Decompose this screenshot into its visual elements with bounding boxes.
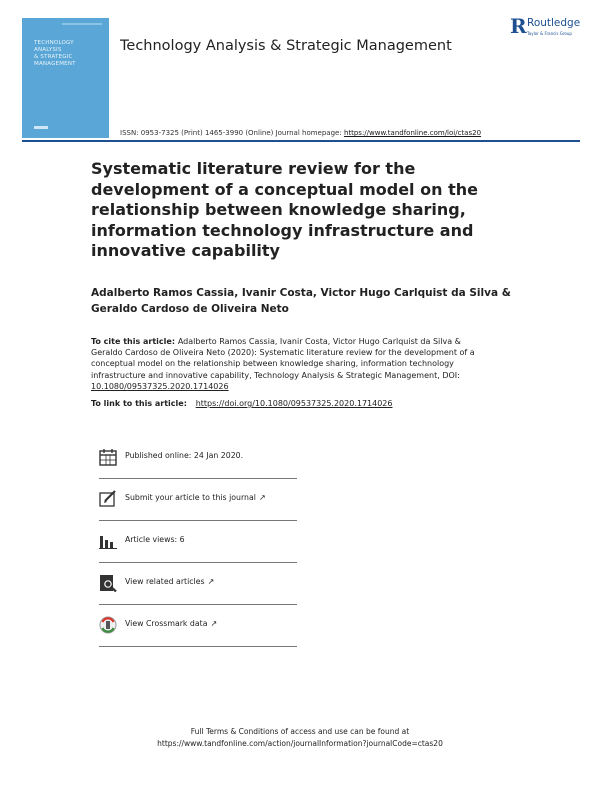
external-link-icon: ↗ [207, 577, 215, 586]
search-document-icon [99, 574, 117, 592]
article-link-line [91, 399, 393, 408]
footer-terms-link[interactable]: https://www.tandfonline.com/action/journalInformation?journalCode=ctas20 [157, 738, 443, 748]
article-views-row [99, 530, 297, 563]
cover-title [34, 40, 104, 68]
external-link-icon: ↗ [258, 493, 266, 502]
cover-title-line: TECHNOLOGY [34, 40, 74, 46]
cover-publisher-mark [34, 126, 48, 129]
header-divider [22, 140, 580, 142]
crossmark-link[interactable] [125, 619, 217, 628]
journal-cover[interactable] [22, 18, 109, 138]
bar-chart-icon [99, 532, 117, 550]
article-doi-url[interactable]: https://doi.org/10.1080/09537325.2020.1714026 [195, 399, 393, 408]
crossmark-text: View Crossmark data [125, 619, 208, 628]
published-online-row [99, 446, 297, 479]
footer [0, 726, 600, 749]
issn-text: ISSN: 0953-7325 (Print) 1465-3990 (Online) Journal homepage: [120, 129, 344, 137]
submit-article-text: Submit your article to this journal [125, 493, 256, 502]
routledge-logo-icon: R [510, 14, 527, 38]
logo-tagline: Taylor & Francis Group [527, 31, 572, 36]
article-link-label: To link to this article: [91, 399, 190, 408]
article-title: Systematic literature review for the development of a conceptual model on the relationship between knowledge sharing, information technology infrastructure and innovative capability [91, 159, 478, 260]
cover-title-line: ANALYSIS [34, 47, 62, 53]
calendar-icon [99, 448, 117, 466]
citation-doi-link[interactable]: 10.1080/09537325.2020.1714026 [91, 381, 229, 391]
cover-decoration [62, 23, 102, 25]
citation [91, 336, 491, 392]
authors-line: Geraldo Cardoso de Oliveira Neto [91, 303, 289, 315]
publisher-logo[interactable] [510, 15, 590, 39]
authors [91, 285, 511, 317]
citation-text: Adalberto Ramos Cassia, Ivanir Costa, Victor Hugo Carlquist da Silva & Geraldo Cardoso de Oliveira Neto (2020): Systematic literature review for the development of a conceptual model on the relationship between knowledge sharing, information technology infrastructure and innovative capability, Technology Analysis & Strategic Management, DOI: [91, 337, 475, 380]
citation-label: To cite this article: [91, 337, 178, 346]
edit-icon [99, 490, 117, 508]
crossmark-row[interactable] [99, 614, 297, 647]
footer-terms-text: Full Terms & Conditions of access and use can be found at [190, 727, 410, 736]
cover-title-line: & STRATEGIC [34, 54, 73, 60]
external-link-icon: ↗ [210, 619, 218, 628]
cover-title-line: MANAGEMENT [34, 61, 76, 67]
related-articles-row[interactable] [99, 572, 297, 605]
journal-homepage-link[interactable]: https://www.tandfonline.com/loi/ctas20 [343, 129, 482, 137]
article-views-text: Article views: 6 [125, 535, 185, 544]
authors-line: Adalberto Ramos Cassia, Ivanir Costa, Victor Hugo Carlquist da Silva & [91, 287, 511, 299]
crossmark-icon [99, 616, 117, 634]
issn-line [120, 129, 481, 137]
submit-article-row[interactable] [99, 488, 297, 521]
journal-title[interactable]: Technology Analysis & Strategic Management [120, 38, 452, 54]
logo-name: Routledge [527, 17, 581, 29]
submit-article-link[interactable] [125, 493, 266, 502]
published-online-text: Published online: 24 Jan 2020. [125, 451, 244, 460]
related-articles-link[interactable] [125, 577, 214, 586]
related-articles-text: View related articles [125, 577, 205, 586]
